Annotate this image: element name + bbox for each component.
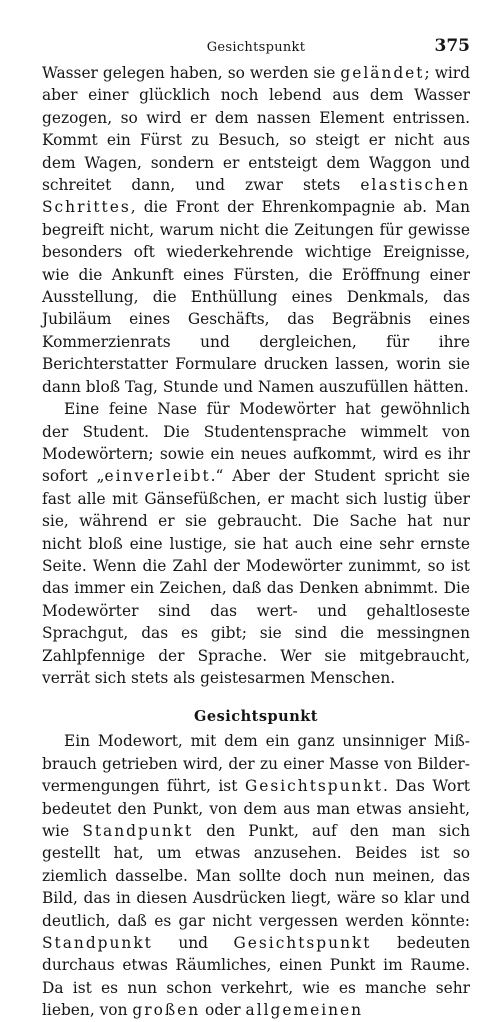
text-run: Ein Modewort, mit dem ein ganz unsinniger Mißbrauch getrieben wird, der zu einer Masse von Bildervermengungen führt, ist bbox=[42, 732, 470, 796]
text-run: den Punkt, auf den man sich gestellt hat, um etwas anzusehen. Beides ist so ziemlich dasselbe. Man sollte doch nun meinen, das Bild, das in diesen Ausdrücken liegt, wäre so klar und deutlich, daß es gar nicht vergessen werden könnte: bbox=[42, 822, 470, 930]
spaced-emphasis: elastischen Schrittes bbox=[42, 176, 470, 217]
spaced-emphasis: Standpunkt bbox=[82, 822, 194, 840]
text-run: , die Front der Ehrenkompagnie ab. Man begreift nicht, warum nicht die Zeitungen für gewisse besonders oft wiederkehrende wichtige Ereignisse, wie die Ankunft eines Fürsten, die Eröffnung einer Ausstellung, die Enthüllung eines Denkmals, das Jubiläum eines Geschäfts, das Begräbnis eines Kommerzienrats und dergleichen, für ihre Berichterstatter Formulare drucken lassen, worin sie dann bloß Tag, Stunde und Namen auszufüllen hätten. bbox=[42, 198, 470, 396]
paragraph-student-language bbox=[42, 398, 470, 689]
spaced-emphasis: Standpunkt bbox=[42, 934, 153, 953]
text-run: . Das Wort bedeutet den Punkt, von dem aus man etwas ansieht, wie bbox=[42, 777, 470, 840]
text-run: oder bbox=[200, 1001, 246, 1020]
text-run: bedeuten durchaus etwas Räumliches, einen Punkt im Raume. Da ist es nun schon verkehrt, wie es manche sehr lieben, von bbox=[42, 934, 470, 1020]
spaced-emphasis: allgemeinen bbox=[245, 1001, 364, 1020]
text-run: Wasser gelegen haben, so werden sie bbox=[42, 64, 341, 82]
spaced-emphasis: geländet bbox=[340, 64, 425, 82]
page-number: 375 bbox=[434, 36, 470, 56]
spaced-emphasis: einverleibt bbox=[104, 467, 211, 486]
body-text bbox=[42, 62, 470, 1022]
spaced-emphasis: Gesichtspunkt bbox=[233, 934, 372, 953]
paragraph-continued bbox=[42, 62, 470, 398]
paragraph-gesichtspunkt bbox=[42, 730, 470, 1021]
running-header bbox=[42, 30, 470, 62]
text-run: ; wird aber einer glücklich noch lebend aus dem Wasser gezogen, so wird er dem nassen Element entrissen. Kommt ein Fürst zu Besuch, so steigt er nicht aus dem Wagen, sondern er entsteigt dem Waggon und schreitet dann, und zwar stets bbox=[42, 64, 470, 195]
spaced-emphasis: Gesichtspunkt bbox=[244, 777, 383, 796]
section-heading: Gesichtspunkt bbox=[194, 708, 318, 726]
text-run: .“ Aber der Student spricht sie fast alle mit Gänsefüßchen, er macht sich lustig über sie, während er sie gebraucht. Die Sache hat nur nicht bloß eine lustige, sie hat auch eine sehr ernste Seite. Wenn die Zahl der Modewörter zunimmt, so ist das immer ein Zeichen, daß das Denken abnimmt. Die Modewörter sind das wert- und gehaltloseste Sprachgut, das es gibt; sie sind die messingnen Zahlpfennige der Sprache. Wer sie mitgebraucht, verrät sich stets als geistesarmen Menschen. bbox=[42, 467, 470, 687]
text-run: und bbox=[152, 934, 234, 953]
text-run: Eine feine Nase für Modewörter hat gewöhnlich der Student. Die Studentensprache wimmelt von Modewörtern; sowie ein neues aufkommt, wird es ihr sofort „ bbox=[42, 400, 470, 486]
spaced-emphasis: großen bbox=[132, 1001, 201, 1020]
running-title: Gesichtspunkt bbox=[206, 40, 306, 55]
